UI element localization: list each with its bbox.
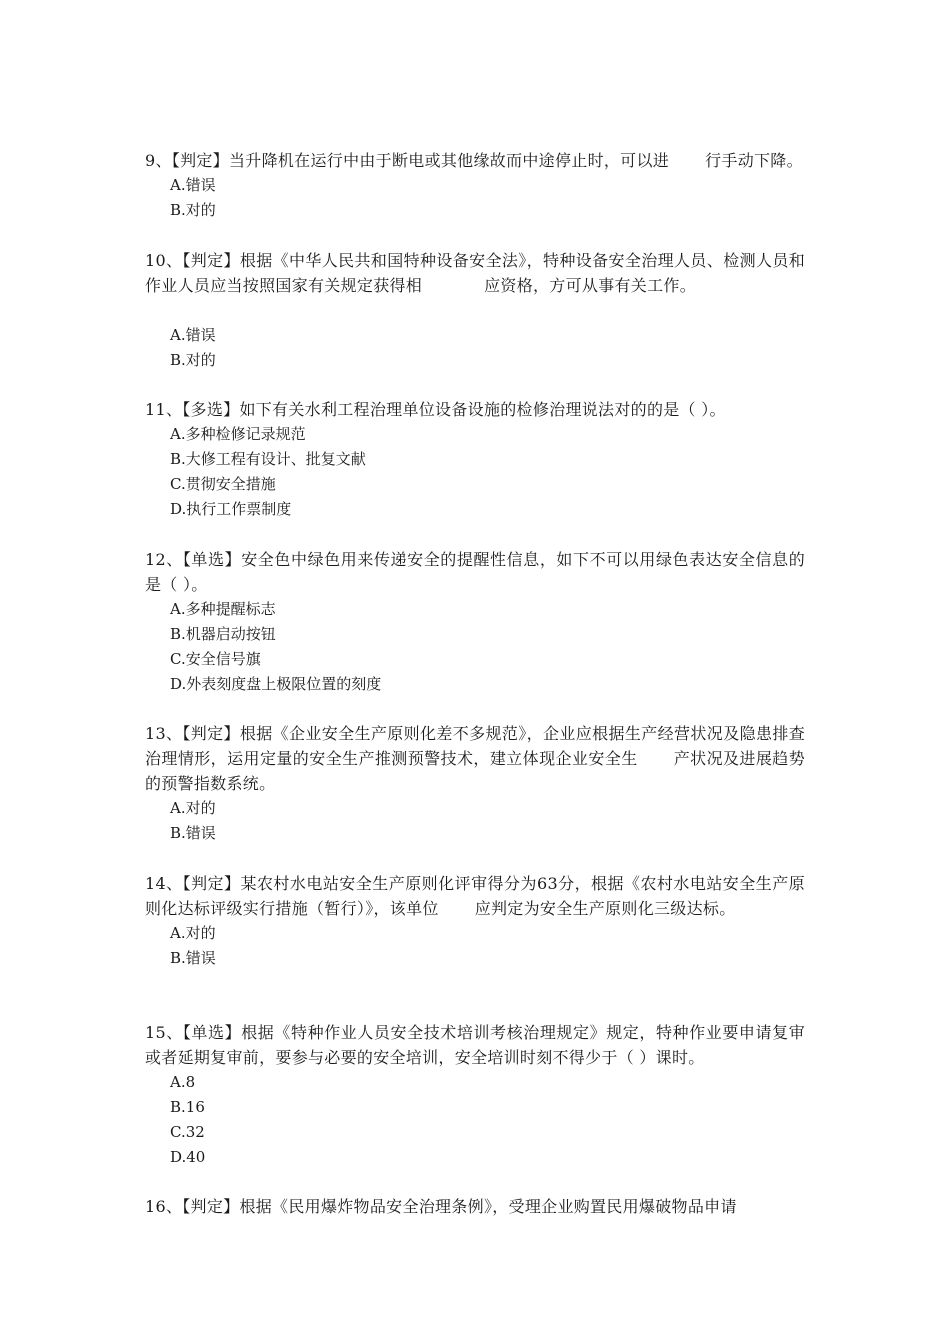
option-list	[145, 323, 805, 373]
option-b: B.16	[170, 1098, 205, 1116]
option-b: B.错误	[170, 949, 216, 967]
question-10	[145, 248, 805, 373]
option-a: A.错误	[170, 176, 216, 194]
question-15	[145, 1020, 805, 1170]
question-text-part1: 10、【判定】根据《中华人民共和国特种设备安全法》，特种设备安全治理人员、检测人员和作业人员应当按照国家有关规定获得相	[145, 251, 805, 295]
question-text-part1: 13、【判定】根据《企业安全生产原则化差不多规范》，企业应根据生产经营状况及隐患排查治理情形，运用定量的安全生产推测预警技术，建立体现企业安全生	[145, 724, 805, 768]
question-text-part1: 9、【判定】当升降机在运行中由于断电或其他缘故而中途停止时，可以进	[145, 151, 670, 170]
question-text: 11、【多选】如下有关水利工程治理单位设备设施的检修治理说法对的的是（ ）。	[145, 400, 726, 419]
question-text-part2: 应资格，方可从事有关工作。	[484, 276, 697, 295]
option-a: A.多种检修记录规范	[170, 425, 306, 443]
question-text-part2: 行手动下降。	[705, 151, 803, 170]
option-d: D.执行工作票制度	[170, 500, 292, 518]
option-list	[145, 796, 805, 846]
option-a: A.对的	[170, 924, 216, 942]
option-list	[145, 1070, 805, 1170]
question-text-part1: 14、【判定】某农村水电站安全生产原则化评审得分为63分，根据《农村水电站安全生产原则化达标评级实行措施（暂行）》，该单位	[145, 874, 805, 918]
question-text	[145, 721, 805, 796]
option-b: B.对的	[170, 351, 216, 369]
option-c: C.32	[170, 1123, 205, 1141]
option-a: A.多种提醒标志	[170, 600, 276, 618]
question-text: 12、【单选】安全色中绿色用来传递安全的提醒性信息，如下不可以用绿色表达安全信息的是（ ）。	[145, 550, 805, 594]
question-9	[145, 148, 805, 223]
option-c: C.安全信号旗	[170, 650, 261, 668]
question-16	[145, 1194, 805, 1219]
question-13	[145, 721, 805, 846]
option-a: A.8	[170, 1073, 196, 1091]
question-text	[145, 871, 805, 921]
option-list	[145, 422, 805, 522]
question-text: 15、【单选】根据《特种作业人员安全技术培训考核治理规定》规定，特种作业要申请复审或者延期复审前，要参与必要的安全培训，安全培训时刻不得少于（ ）课时。	[145, 1023, 805, 1067]
option-d: D.外表刻度盘上极限位置的刻度	[170, 675, 382, 693]
question-11	[145, 397, 805, 522]
option-b: B.对的	[170, 201, 216, 219]
option-list	[145, 173, 805, 223]
question-text-part2: 产状况及进展趋势的预警指数系统。	[145, 749, 805, 793]
option-b: B.错误	[170, 824, 216, 842]
question-text	[145, 148, 805, 173]
question-text: 16、【判定】根据《民用爆炸物品安全治理条例》，受理企业购置民用爆破物品申请	[145, 1197, 737, 1216]
option-a: A.错误	[170, 326, 216, 344]
question-text	[145, 248, 805, 298]
question-text-part2: 应判定为安全生产原则化三级达标。	[474, 899, 736, 918]
option-list	[145, 921, 805, 971]
option-a: A.对的	[170, 799, 216, 817]
question-12	[145, 547, 805, 697]
option-d: D.40	[170, 1148, 206, 1166]
option-c: C.贯彻安全措施	[170, 475, 276, 493]
option-b: B.机器启动按钮	[170, 625, 276, 643]
option-list	[145, 597, 805, 697]
question-14	[145, 871, 805, 971]
option-b: B.大修工程有设计、批复文献	[170, 450, 366, 468]
